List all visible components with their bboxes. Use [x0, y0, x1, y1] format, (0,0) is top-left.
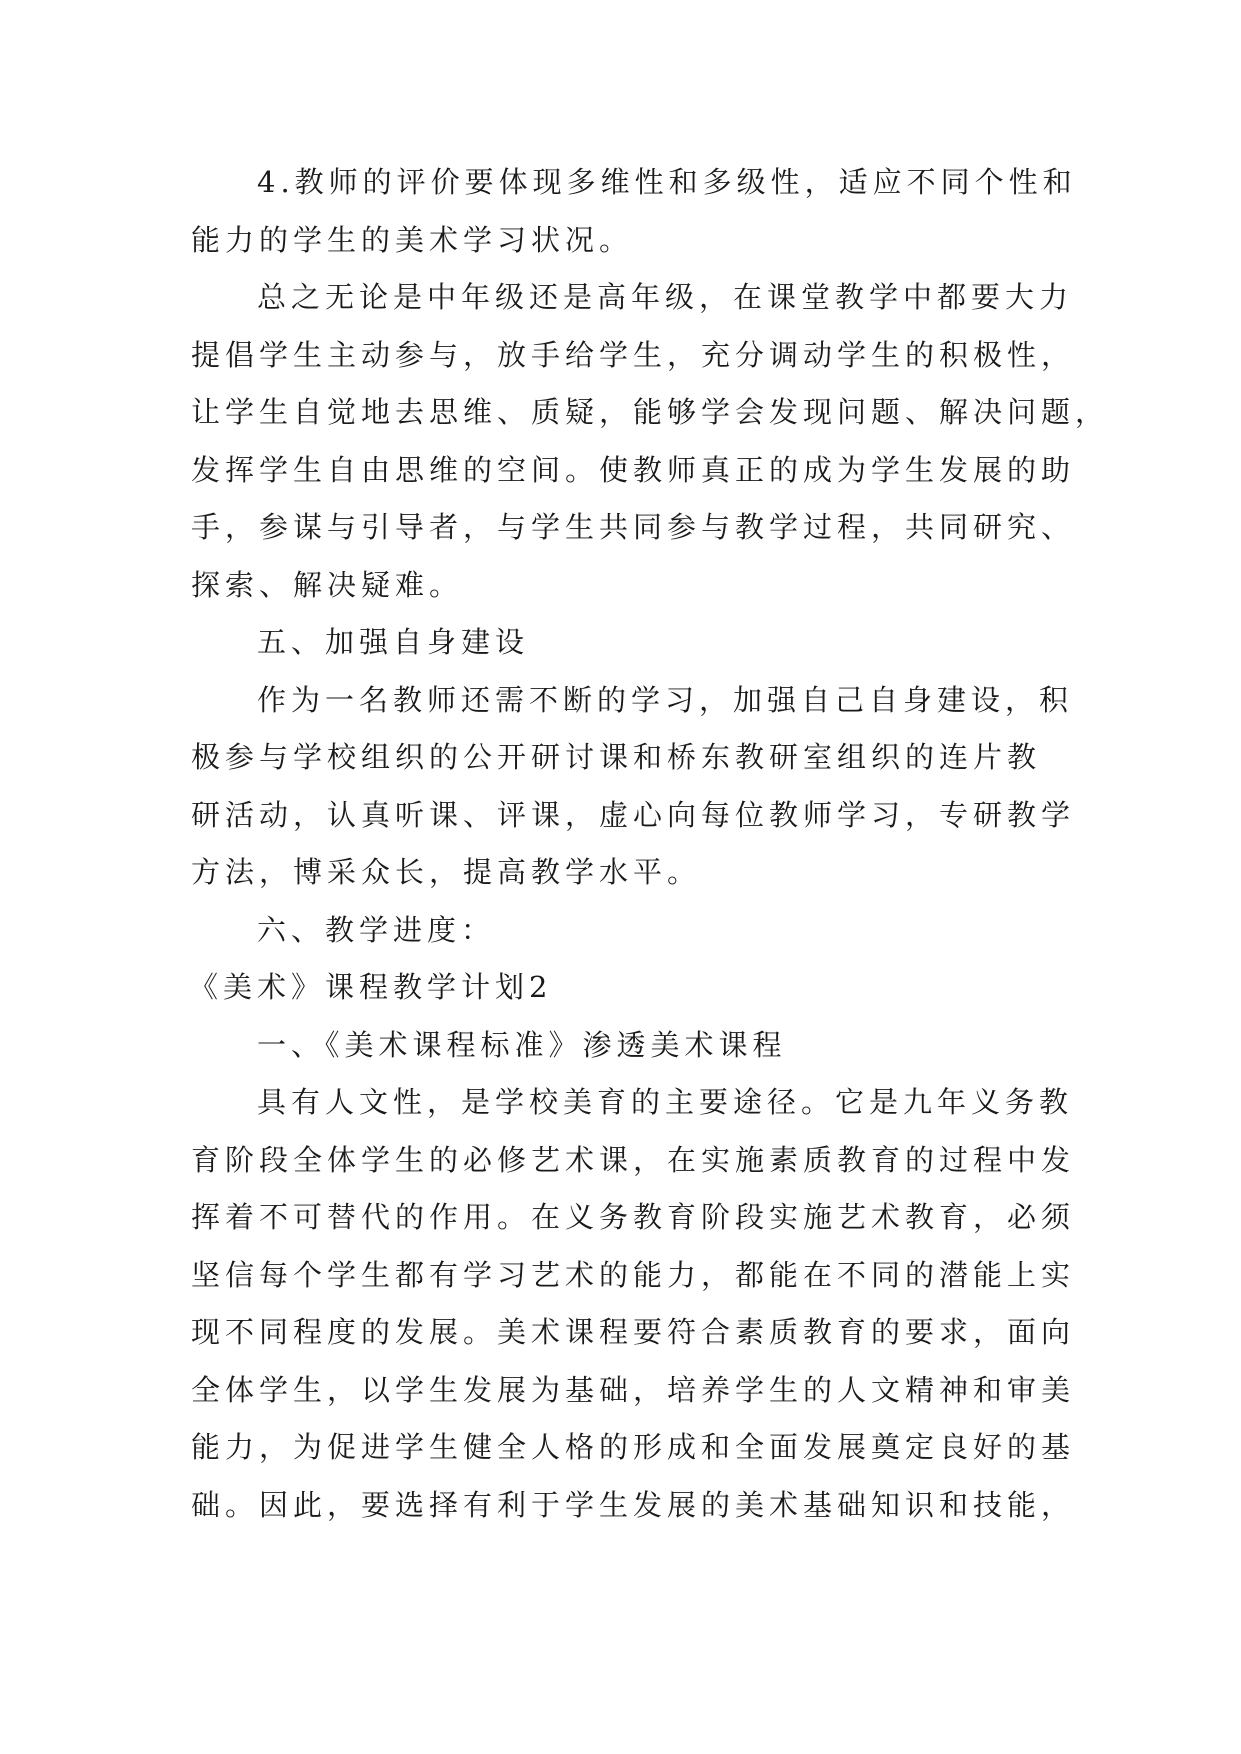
- paragraph-line: 能力，为促进学生健全人格的形成和全面发展奠定良好的基: [191, 1430, 1076, 1464]
- paragraph-line: 础。因此，要选择有利于学生发展的美术基础知识和技能，: [191, 1487, 1076, 1522]
- paragraph-line: 发挥学生自由思维的空间。使教师真正的成为学生发展的助: [191, 452, 1076, 487]
- paragraph-line: 现不同程度的发展。美术课程要符合素质教育的要求，面向: [191, 1315, 1076, 1349]
- paragraph-line: 挥着不可替代的作用。在义务教育阶段实施艺术教育，必须: [191, 1200, 1076, 1234]
- section-heading: 五、加强自身建设: [257, 625, 530, 659]
- paragraph-line: 让学生自觉地去思维、质疑，能够学会发现问题、解决问题，: [191, 395, 1110, 429]
- section-heading: 六、教学进度：: [257, 912, 496, 947]
- paragraph-line: 探索、解决疑难。: [191, 567, 464, 602]
- section-heading: 一、《美术课程标准》渗透美术课程: [257, 1027, 787, 1062]
- paragraph-line: 具有人文性，是学校美育的主要途径。它是九年义务教: [257, 1085, 1074, 1119]
- paragraph-line: 方法，博采众长，提高教学水平。: [191, 855, 702, 889]
- paragraph-line: 研活动，认真听课、评课，虚心向每位教师学习，专研教学: [191, 797, 1076, 832]
- paragraph-line: 坚信每个学生都有学习艺术的能力，都能在不同的潜能上实: [191, 1257, 1076, 1292]
- document-title: 《美术》课程教学计划2: [189, 970, 553, 1004]
- paragraph-line: 总之无论是中年级还是高年级，在课堂教学中都要大力: [257, 280, 1074, 314]
- paragraph-line: 全体学生，以学生发展为基础，培养学生的人文精神和审美: [191, 1372, 1076, 1407]
- paragraph-line: 提倡学生主动参与，放手给学生，充分调动学生的积极性，: [191, 337, 1076, 372]
- paragraph-line: 作为一名教师还需不断的学习，加强自己自身建设，积: [257, 682, 1074, 717]
- paragraph-line: 能力的学生的美术学习状况。: [191, 222, 634, 257]
- document-body: [189, 154, 1110, 1534]
- paragraph-line: 极参与学校组织的公开研讨课和桥东教研室组织的连片教: [191, 740, 1042, 774]
- paragraph-line: 手，参谋与引导者，与学生共同参与教学过程，共同研究、: [191, 510, 1076, 544]
- paragraph-line: 育阶段全体学生的必修艺术课，在实施素质教育的过程中发: [191, 1142, 1076, 1177]
- paragraph-line: 4.教师的评价要体现多维性和多级性，适应不同个性和: [257, 165, 1077, 199]
